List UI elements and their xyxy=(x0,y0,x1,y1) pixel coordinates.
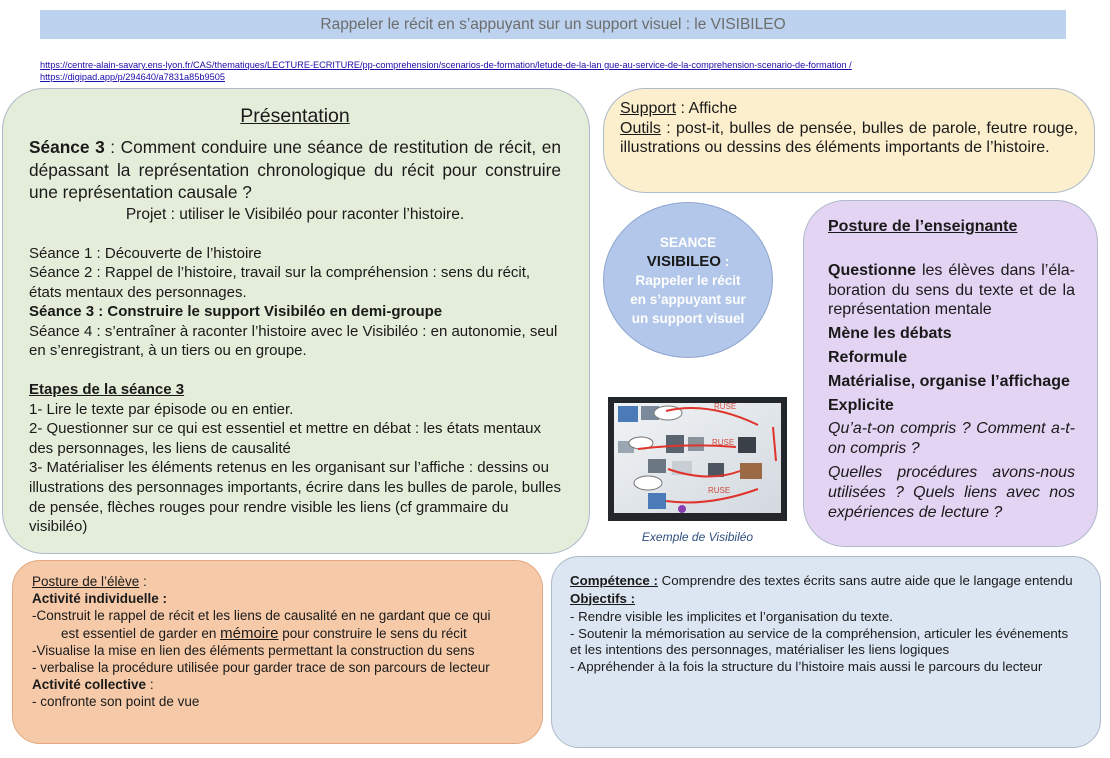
seance-question xyxy=(29,136,561,204)
activite-collective-label: Activité collective xyxy=(32,677,147,693)
projet-text: Projet : utiliser le Visibiléo pour raconter l’histoire. xyxy=(125,205,465,223)
seance-label: Séance 3 xyxy=(29,137,105,157)
objectifs-label: Objectifs : xyxy=(570,590,636,606)
eleve-line: -Visualise la mise en lien des éléments permettant la construction du sens xyxy=(32,642,475,658)
visibileo-example-photo xyxy=(608,397,787,521)
etape-item: 3- Matérialiser les éléments retenus en les organisant sur l’affiche : dessins ou illustrations des personnages importants, écrire dans les bulles de parole, bulles de pensée, flèches rouges pour rendre visible les liens (cf grammaire du visibiléo) xyxy=(29,459,561,536)
reference-links xyxy=(40,60,852,83)
posture-enseignante-panel xyxy=(803,200,1098,547)
eleve-line xyxy=(32,625,526,642)
circle-line-1: SEANCE xyxy=(659,234,717,250)
ruse-label: RUSE xyxy=(714,402,737,411)
posture-eleve-title xyxy=(32,573,526,590)
etape-item: 2- Questionner sur ce qui est essentiel et mettre en débat : les états mentaux des personnages, les liens de causalité xyxy=(29,420,541,457)
memoire-word: mémoire xyxy=(220,624,279,642)
seance-item: Séance 2 : Rappel de l’histoire, travail sur la compréhension : sens du récit, états mentaux des personnages. xyxy=(29,264,531,301)
competence-panel xyxy=(551,556,1101,748)
seance-visibileo-circle xyxy=(603,202,773,358)
posture-eleve-title-text: Posture de l’élève xyxy=(32,574,140,589)
eleve-line-part: pour construire le sens du récit xyxy=(278,625,467,641)
seance-item: Séance 3 : Construire le support Visibiléo en demi-groupe xyxy=(29,303,443,321)
etape-item: 1- Lire le texte par épisode ou en entier. xyxy=(29,400,294,418)
objectif-item: - Soutenir la mémorisation au service de la compréhension, articuler les événements et les intentions des personnages, matérialiser les liens logiques xyxy=(570,625,1069,657)
questionne-text: les élèves dans l’élaboration du sens du texte et de la représentation mentale xyxy=(828,261,1075,319)
circle-colon: : xyxy=(720,253,730,269)
posture-question: Quelles procédures avons-nous utilisées ? Quels liens avec nos expériences de lecture ? xyxy=(828,463,1075,521)
posture-eleve-panel xyxy=(12,560,543,744)
eleve-line: - verbalise la procédure utilisée pour garder trace de son parcours de lecteur xyxy=(32,660,490,676)
questionne-line xyxy=(828,261,1075,320)
posture-item: Mène les débats xyxy=(828,325,952,343)
ruse-label: RUSE xyxy=(712,438,735,447)
support-label: Support xyxy=(620,100,677,117)
questionne-bold: Questionne xyxy=(828,261,917,279)
competence-text: Comprendre des textes écrits sans autre aide que le langage entendu xyxy=(657,573,1073,588)
posture-question: Qu’a-t-on compris ? Comment a-t-on compris ? xyxy=(828,420,1075,458)
etapes-title: Etapes de la séance 3 xyxy=(29,381,185,399)
support-value: : Affiche xyxy=(676,100,738,117)
activite-individuelle-title: Activité individuelle : xyxy=(32,591,168,607)
support-line xyxy=(620,99,1078,119)
eleve-line: - confronte son point de vue xyxy=(32,694,200,710)
posture-item: Matérialise, organise l’affichage xyxy=(828,372,1070,390)
presentation-heading: Présentation xyxy=(240,105,350,127)
eleve-line-part: est essentiel de garder en xyxy=(61,625,221,641)
competence-label: Compétence : xyxy=(570,573,658,588)
objectif-item: - Appréhender à la fois la structure du l’histoire mais aussi le parcours du lecteur xyxy=(570,658,1043,674)
outils-label: Outils xyxy=(620,119,661,137)
posture-eleve-colon: : xyxy=(139,574,147,589)
ruse-label: RUSE xyxy=(708,486,731,495)
objectif-item: - Rendre visible les implicites et l’organisation du texte. xyxy=(570,609,893,624)
posture-item: Explicite xyxy=(828,396,894,414)
seance-item: Séance 4 : s’entraîner à raconter l’histoire avec le Visibiléo : en autonomie, seul en s’enregistrant, à un tiers ou en groupe. xyxy=(29,322,558,360)
seance-list xyxy=(29,244,561,537)
link-centre-alain-savary[interactable]: https://centre-alain-savary.ens-lyon.fr/CAS/thematiques/LECTURE-ECRITURE/pp-comprehension/scenarios-de-formation/letude-de-la-lan gue-au-service-de-la-comprehension-scenario-de-formation / xyxy=(40,60,852,70)
page-title: Rappeler le récit en s’appuyant sur un support visuel : le VISIBILEO xyxy=(40,10,1066,39)
seance-item: Séance 1 : Découverte de l’histoire xyxy=(29,244,262,262)
visibileo-poster-illustration xyxy=(608,397,787,521)
competence-line xyxy=(570,571,1082,591)
photo-caption: Exemple de Visibiléo xyxy=(641,530,754,544)
circle-line-3: Rappeler le récit en s’appuyant sur un support visuel xyxy=(630,272,746,326)
outils-value: : post-it, bulles de pensée, bulles de parole, feutre rouge, illustrations ou dessins des éléments importants de l’histoire. xyxy=(620,119,1078,157)
eleve-line: -Construit le rappel de récit et les liens de causalité en ne gardant que ce qui xyxy=(32,608,491,624)
circle-visibileo: VISIBILEO xyxy=(646,252,721,270)
link-digipad[interactable]: https://digipad.app/p/294640/a7831a85b9505 xyxy=(40,71,225,82)
presentation-panel xyxy=(2,88,590,554)
activite-collective-title xyxy=(32,676,526,693)
seance-question-text: : Comment conduire une séance de restitution de récit, en dépassant la représentation chronologique du récit pour construire une représentation causale ? xyxy=(29,137,561,202)
activite-collective-colon: : xyxy=(146,677,154,693)
posture-item: Reformule xyxy=(828,348,908,366)
posture-enseignante-title: Posture de l’enseignante xyxy=(828,218,1018,235)
circle-line-2 xyxy=(647,252,729,271)
outils-line xyxy=(620,119,1078,158)
support-panel xyxy=(603,88,1095,193)
